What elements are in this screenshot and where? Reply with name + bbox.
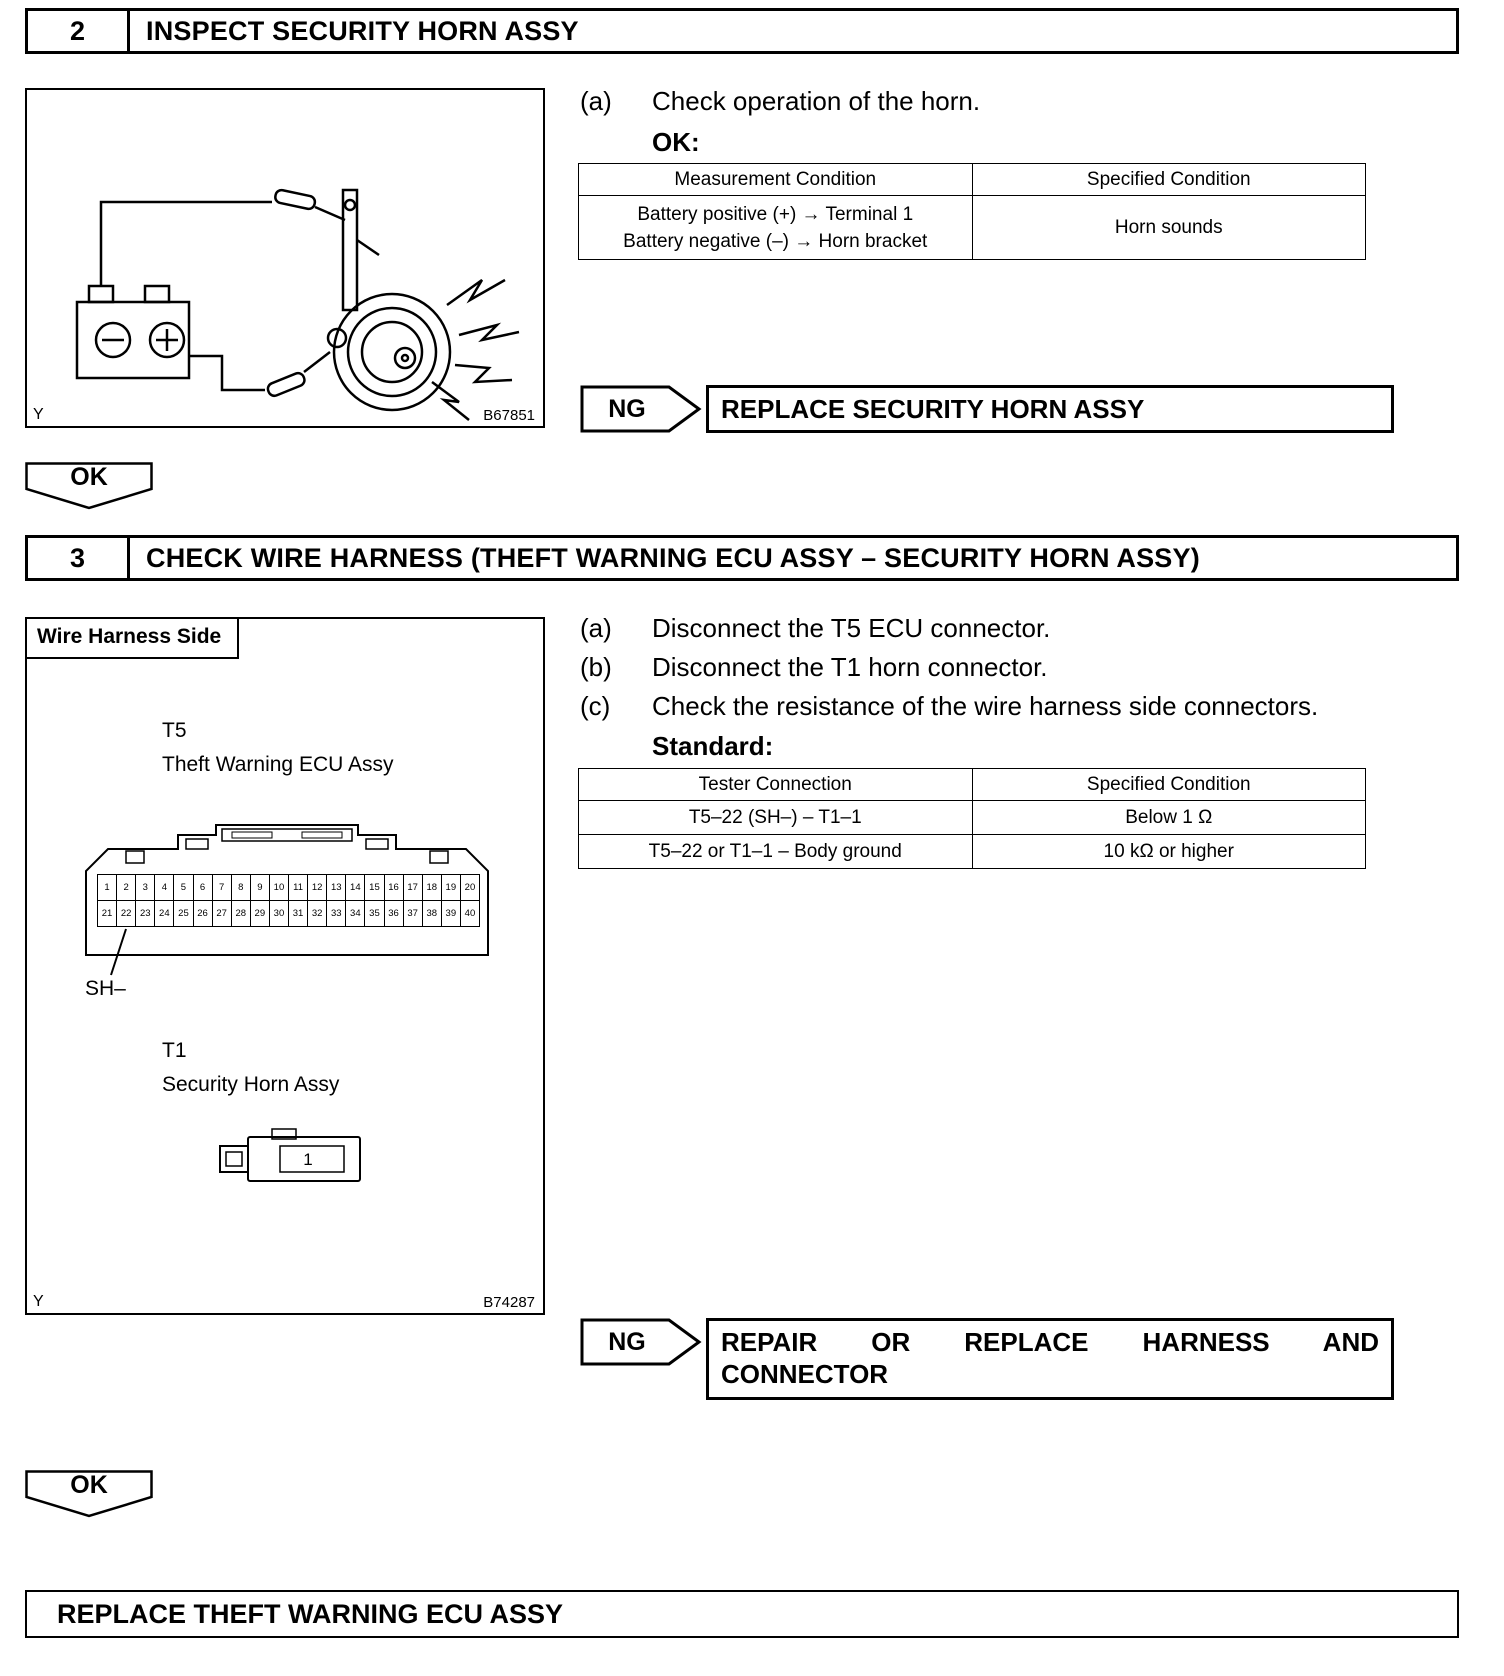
specified-condition-cell: Horn sounds <box>972 196 1366 260</box>
instruction-index: (b) <box>580 652 612 682</box>
pin-cell: 25 <box>173 900 193 927</box>
column-header-specified: Specified Condition <box>972 769 1366 801</box>
wire-negative <box>101 202 272 286</box>
step2-instructions <box>580 88 1470 127</box>
figure-id: B67851 <box>483 407 535 424</box>
specified-condition-cell: 10 kΩ or higher <box>972 835 1366 869</box>
pin-cell: 32 <box>307 900 327 927</box>
step3-ng-row <box>580 1318 1394 1400</box>
t1-connector-drawing <box>212 1127 372 1191</box>
battery-terminal-pos <box>145 286 169 302</box>
ng-result-box: REPLACE SECURITY HORN ASSY <box>706 385 1394 433</box>
pin-cell: 17 <box>403 874 423 901</box>
pin-cell: 34 <box>345 900 365 927</box>
pin-cell: 37 <box>403 900 423 927</box>
pin-cell: 5 <box>173 874 193 901</box>
column-header-specified: Specified Condition <box>972 164 1366 196</box>
measurement-condition-cell <box>579 196 973 260</box>
harness-resistance-table <box>578 768 1366 869</box>
battery-horn-illustration <box>27 90 543 426</box>
sound-wave-1 <box>447 280 505 305</box>
pin-cell: 2 <box>116 874 136 901</box>
instruction-index: (a) <box>580 86 612 116</box>
instruction-index: (a) <box>580 613 612 643</box>
wire-positive <box>189 356 265 390</box>
column-header-tester: Tester Connection <box>579 769 973 801</box>
wire-positive-connector <box>266 371 306 397</box>
table-row <box>579 196 1366 260</box>
pin-cell: 29 <box>250 900 270 927</box>
wire-harness-side-label: Wire Harness Side <box>25 617 239 659</box>
pin-cell: 14 <box>345 874 365 901</box>
ng-result-line-1: REPAIR OR REPLACE HARNESS AND <box>721 1327 1379 1357</box>
pin-cell: 21 <box>97 900 117 927</box>
step2-ng-row <box>580 385 1394 433</box>
step3-instructions <box>580 615 1470 732</box>
tester-connection-cell: T5–22 (SH–) – T1–1 <box>579 801 973 835</box>
ok-flow-marker <box>25 1470 153 1518</box>
wire-negative-connector <box>274 189 316 210</box>
pin-cell: 39 <box>441 900 461 927</box>
instruction-a <box>580 88 1470 115</box>
t5-pin-grid <box>97 874 479 926</box>
table-row <box>579 835 1366 869</box>
ok-flow-marker <box>25 462 153 510</box>
figure-corner-label: Y <box>33 406 44 423</box>
pin-cell: 9 <box>250 874 270 901</box>
instruction-line <box>580 615 1470 642</box>
pin-cell: 38 <box>422 900 442 927</box>
ng-badge <box>580 385 702 433</box>
instruction-index: (c) <box>580 691 611 721</box>
condition-line-2: Battery negative (–) → Horn bracket <box>623 230 928 252</box>
pin-cell: 16 <box>384 874 404 901</box>
pin-cell: 35 <box>364 900 384 927</box>
horn-measurement-table <box>578 163 1366 260</box>
pin-cell: 27 <box>212 900 232 927</box>
pin-cell: 26 <box>193 900 213 927</box>
pin-cell: 31 <box>288 900 308 927</box>
instruction-text: Check the resistance of the wire harness side connectors. <box>652 691 1319 721</box>
ng-result-box <box>706 1318 1394 1400</box>
pin-cell: 11 <box>288 874 308 901</box>
pin-cell: 3 <box>135 874 155 901</box>
pin-cell: 6 <box>193 874 213 901</box>
t1-name: Security Horn Assy <box>162 1073 340 1096</box>
wire-harness-figure <box>25 617 545 1315</box>
pin-cell: 40 <box>460 900 480 927</box>
standard-label: Standard: <box>652 731 774 761</box>
condition-line-1: Battery positive (+) → Terminal 1 <box>637 203 914 225</box>
specified-condition-cell: Below 1 Ω <box>972 801 1366 835</box>
t5-connector-label <box>162 714 393 782</box>
pin-cell: 24 <box>154 900 174 927</box>
sh-minus-label: SH– <box>85 977 126 1000</box>
pin-cell: 18 <box>422 874 442 901</box>
instruction-text: Disconnect the T5 ECU connector. <box>652 613 1051 643</box>
t1-connector-label <box>162 1034 339 1102</box>
pin-cell: 19 <box>441 874 461 901</box>
pin-cell: 22 <box>116 900 136 927</box>
pin-cell: 10 <box>269 874 289 901</box>
pin-cell: 33 <box>326 900 346 927</box>
ok-marker-label: OK <box>70 462 108 491</box>
pin-cell: 20 <box>460 874 480 901</box>
ng-label: NG <box>608 1327 646 1356</box>
pin-cell: 36 <box>384 900 404 927</box>
pin-cell: 7 <box>212 874 232 901</box>
pin-cell: 15 <box>364 874 384 901</box>
table-row <box>579 801 1366 835</box>
step2-header <box>25 8 1459 54</box>
ng-label: NG <box>608 394 646 423</box>
horn-outer <box>334 294 450 410</box>
bracket-hole <box>345 200 355 210</box>
pin-cell: 12 <box>307 874 327 901</box>
tester-connection-cell: T5–22 or T1–1 – Body ground <box>579 835 973 869</box>
pin-cell: 8 <box>231 874 251 901</box>
instruction-text: Check operation of the horn. <box>652 86 981 116</box>
step3-header <box>25 535 1459 581</box>
figure-id: B74287 <box>483 1294 535 1311</box>
pin-row-1 <box>97 874 479 900</box>
sh-pointer-line <box>105 928 135 976</box>
ng-result-line-2: CONNECTOR <box>721 1359 889 1389</box>
ng-badge <box>580 1318 702 1366</box>
figure-corner-label: Y <box>33 1293 44 1310</box>
column-header-measurement: Measurement Condition <box>579 164 973 196</box>
battery-terminal-neg <box>89 286 113 302</box>
t1-code: T1 <box>162 1039 187 1062</box>
pin-cell: 30 <box>269 900 289 927</box>
sound-wave-3 <box>455 365 512 382</box>
instruction-line <box>580 654 1470 681</box>
t5-code: T5 <box>162 719 187 742</box>
ok-condition-label: OK: <box>652 127 700 157</box>
step2-number: 2 <box>28 11 130 51</box>
instruction-line <box>580 693 1470 720</box>
ok-marker-label: OK <box>70 1470 108 1499</box>
resistance-table-body <box>579 801 1366 869</box>
pin-cell: 1 <box>97 874 117 901</box>
instruction-text: Disconnect the T1 horn connector. <box>652 652 1048 682</box>
step3-title: CHECK WIRE HARNESS (THEFT WARNING ECU ASSY – SECURITY HORN ASSY) <box>146 542 1200 573</box>
horn-test-figure <box>25 88 545 428</box>
pin-cell: 28 <box>231 900 251 927</box>
pin-cell: 4 <box>154 874 174 901</box>
sound-wave-2 <box>459 325 519 340</box>
t1-pin-number: 1 <box>303 1150 313 1169</box>
step3-number: 3 <box>28 538 130 578</box>
pin-cell: 13 <box>326 874 346 901</box>
pin-cell: 23 <box>135 900 155 927</box>
pin-row-2 <box>97 900 479 926</box>
step2-title: INSPECT SECURITY HORN ASSY <box>146 15 579 46</box>
t5-name: Theft Warning ECU Assy <box>162 753 394 776</box>
footer-result-box: REPLACE THEFT WARNING ECU ASSY <box>25 1590 1459 1638</box>
